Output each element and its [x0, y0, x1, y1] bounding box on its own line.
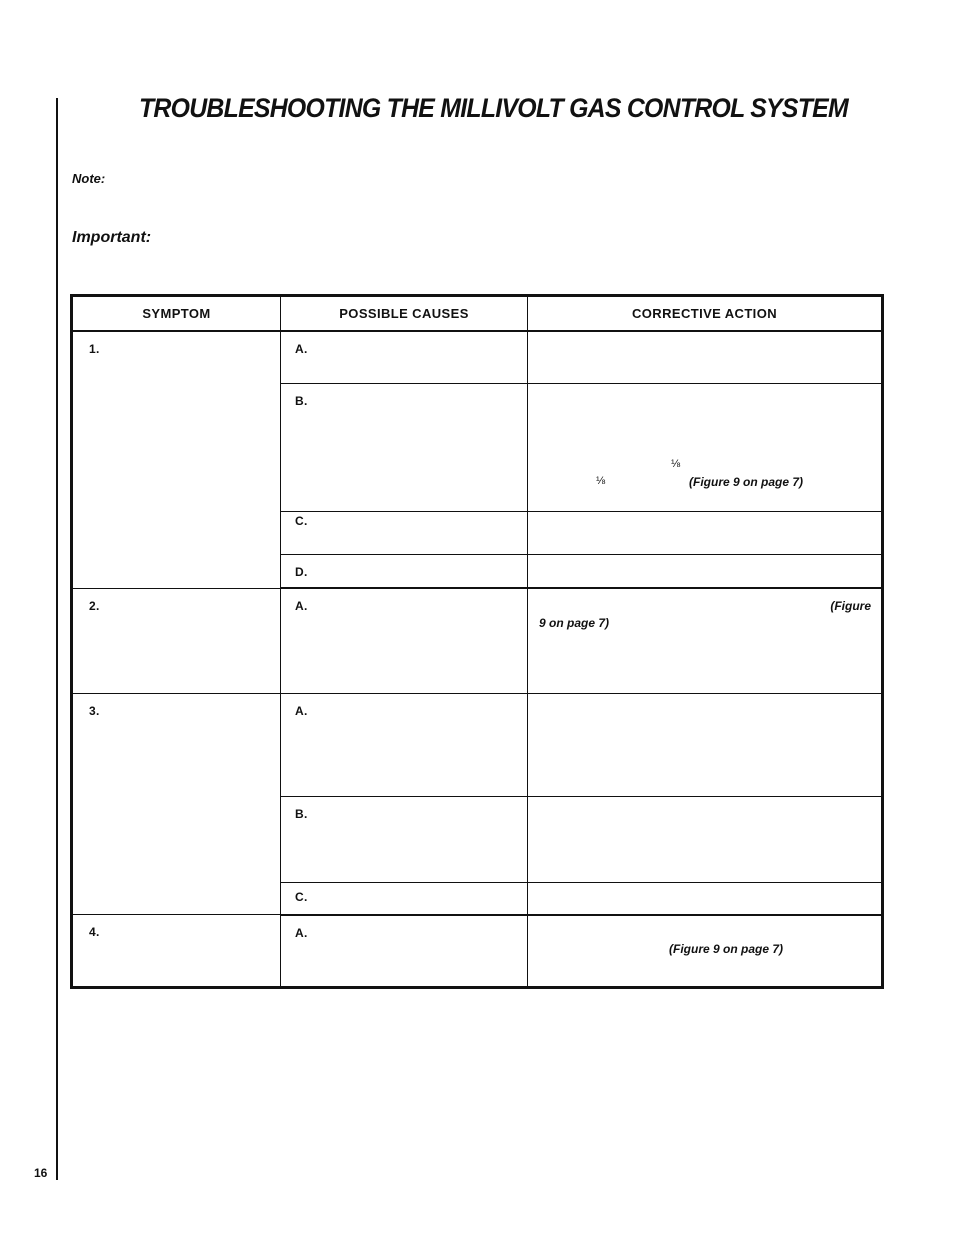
action-cell: [528, 554, 883, 588]
cause-cell: [281, 331, 528, 383]
action-content: [528, 384, 881, 511]
action-cell: [528, 797, 883, 883]
action-cell: [528, 383, 883, 511]
cause-cell: [281, 588, 528, 694]
action-content: [528, 589, 881, 693]
symptom-cell-4: [72, 915, 281, 988]
symptom-number: 1.: [89, 342, 100, 356]
cause-cell: [281, 694, 528, 797]
symptom-cell-1: [72, 331, 281, 588]
cause-letter: C.: [295, 513, 308, 528]
cause-letter: A.: [295, 925, 308, 940]
cause-cell: [281, 883, 528, 915]
table-row: [72, 915, 883, 988]
table-row: [72, 331, 883, 383]
page-title: TROUBLESHOOTING THE MILLIVOLT GAS CONTROL SYSTEM: [139, 93, 848, 123]
header-symptom: SYMPTOM: [72, 296, 281, 332]
action-content: [528, 916, 881, 986]
cause-cell: [281, 797, 528, 883]
figure-reference: (Figure: [830, 599, 871, 613]
action-cell: [528, 511, 883, 554]
cause-cell: [281, 383, 528, 511]
header-corrective-action: CORRECTIVE ACTION: [528, 296, 883, 332]
table-row: [72, 588, 883, 694]
cause-letter: A.: [295, 599, 308, 613]
symptom-number: 4.: [89, 925, 100, 939]
cause-cell: [281, 915, 528, 988]
action-cell: [528, 915, 883, 988]
action-cell: [528, 694, 883, 797]
symptom-number: 2.: [89, 598, 100, 613]
cause-cell: [281, 554, 528, 588]
figure-reference: (Figure 9 on page 7): [669, 941, 784, 956]
symptom-number: 3.: [89, 704, 100, 718]
page-number: 16: [34, 1166, 48, 1180]
header-possible-causes: POSSIBLE CAUSES: [281, 296, 528, 332]
action-cell: [528, 883, 883, 915]
fraction-text: ⅛: [671, 457, 681, 470]
table-row: [72, 694, 883, 797]
troubleshooting-table: [70, 294, 884, 989]
cause-cell: [281, 511, 528, 554]
figure-reference: (Figure 9 on page 7): [689, 474, 804, 489]
important-label: Important:: [72, 229, 152, 246]
cause-letter: C.: [295, 890, 308, 904]
margin-rule: [56, 98, 58, 1180]
cause-letter: B.: [295, 393, 308, 408]
action-cell: [528, 588, 883, 694]
symptom-cell-2: [72, 588, 281, 694]
symptom-cell-3: [72, 694, 281, 915]
cause-letter: B.: [295, 807, 308, 821]
action-cell: [528, 331, 883, 383]
figure-reference: 9 on page 7): [539, 616, 610, 630]
fraction-text: ⅛: [596, 474, 606, 487]
cause-letter: A.: [295, 704, 308, 718]
cause-letter: D.: [295, 564, 308, 579]
table-header-row: [72, 296, 883, 332]
cause-letter: A.: [295, 342, 308, 356]
note-label: Note:: [72, 171, 106, 186]
